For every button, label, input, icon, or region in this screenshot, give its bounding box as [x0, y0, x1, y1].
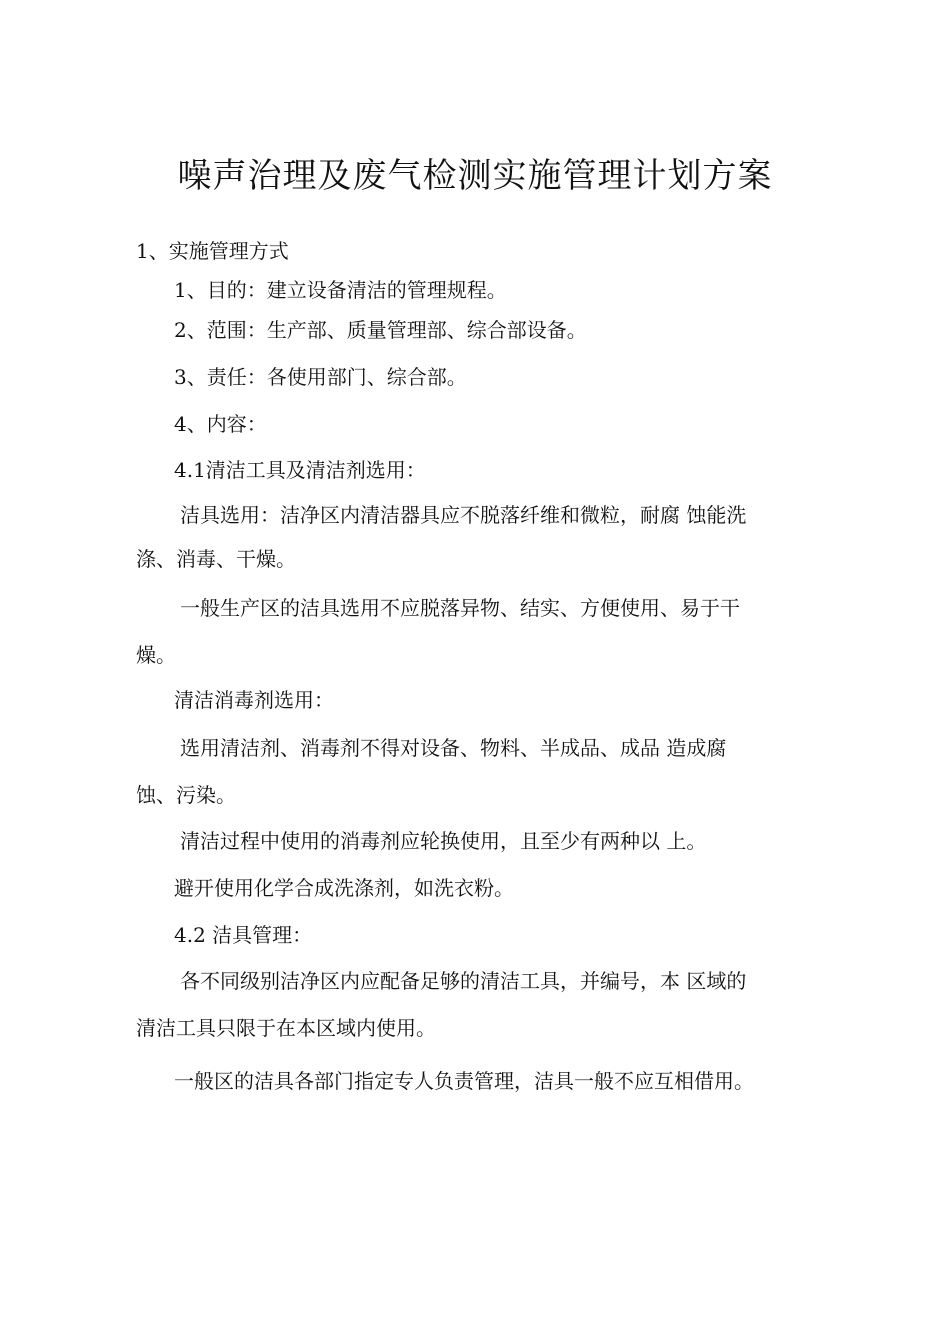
section-heading: 1、实施管理方式	[136, 239, 289, 263]
paragraph-line: 一般生产区的洁具选用不应脱落异物、结实、方便使用、易于干	[180, 596, 740, 620]
paragraph-line: 各不同级别洁净区内应配备足够的清洁工具，并编号，本 区域的	[180, 969, 747, 993]
paragraph-line: 清洁过程中使用的消毒剂应轮换使用，且至少有两种以 上。	[180, 829, 707, 853]
paragraph-line: 清洁消毒剂选用：	[174, 688, 334, 712]
subsection-heading: 4.2 洁具管理：	[174, 923, 313, 947]
paragraph-line: 燥。	[136, 643, 176, 667]
document-title: 噪声治理及废气检测实施管理计划方案	[177, 156, 773, 196]
paragraph-line: 洁具选用：洁净区内清洁器具应不脱落纤维和微粒，耐腐 蚀能洗	[180, 503, 747, 527]
paragraph-line: 涤、消毒、干燥。	[136, 547, 296, 571]
item-responsibility: 3、责任：各使用部门、综合部。	[174, 365, 467, 389]
item-purpose: 1、目的：建立设备清洁的管理规程。	[174, 278, 507, 302]
item-scope: 2、范围：生产部、质量管理部、综合部设备。	[174, 318, 587, 342]
paragraph-line: 蚀、污染。	[136, 783, 236, 807]
item-content: 4、内容：	[174, 412, 267, 436]
paragraph-line: 清洁工具只限于在本区域内使用。	[136, 1016, 436, 1040]
paragraph-line: 选用清洁剂、消毒剂不得对设备、物料、半成品、成品 造成腐	[180, 736, 727, 760]
paragraph-line: 一般区的洁具各部门指定专人负责管理，洁具一般不应互相借用。	[174, 1069, 754, 1093]
subsection-heading: 4.1清洁工具及清洁剂选用：	[174, 458, 426, 482]
paragraph-line: 避开使用化学合成洗涤剂，如洗衣粉。	[174, 876, 514, 900]
